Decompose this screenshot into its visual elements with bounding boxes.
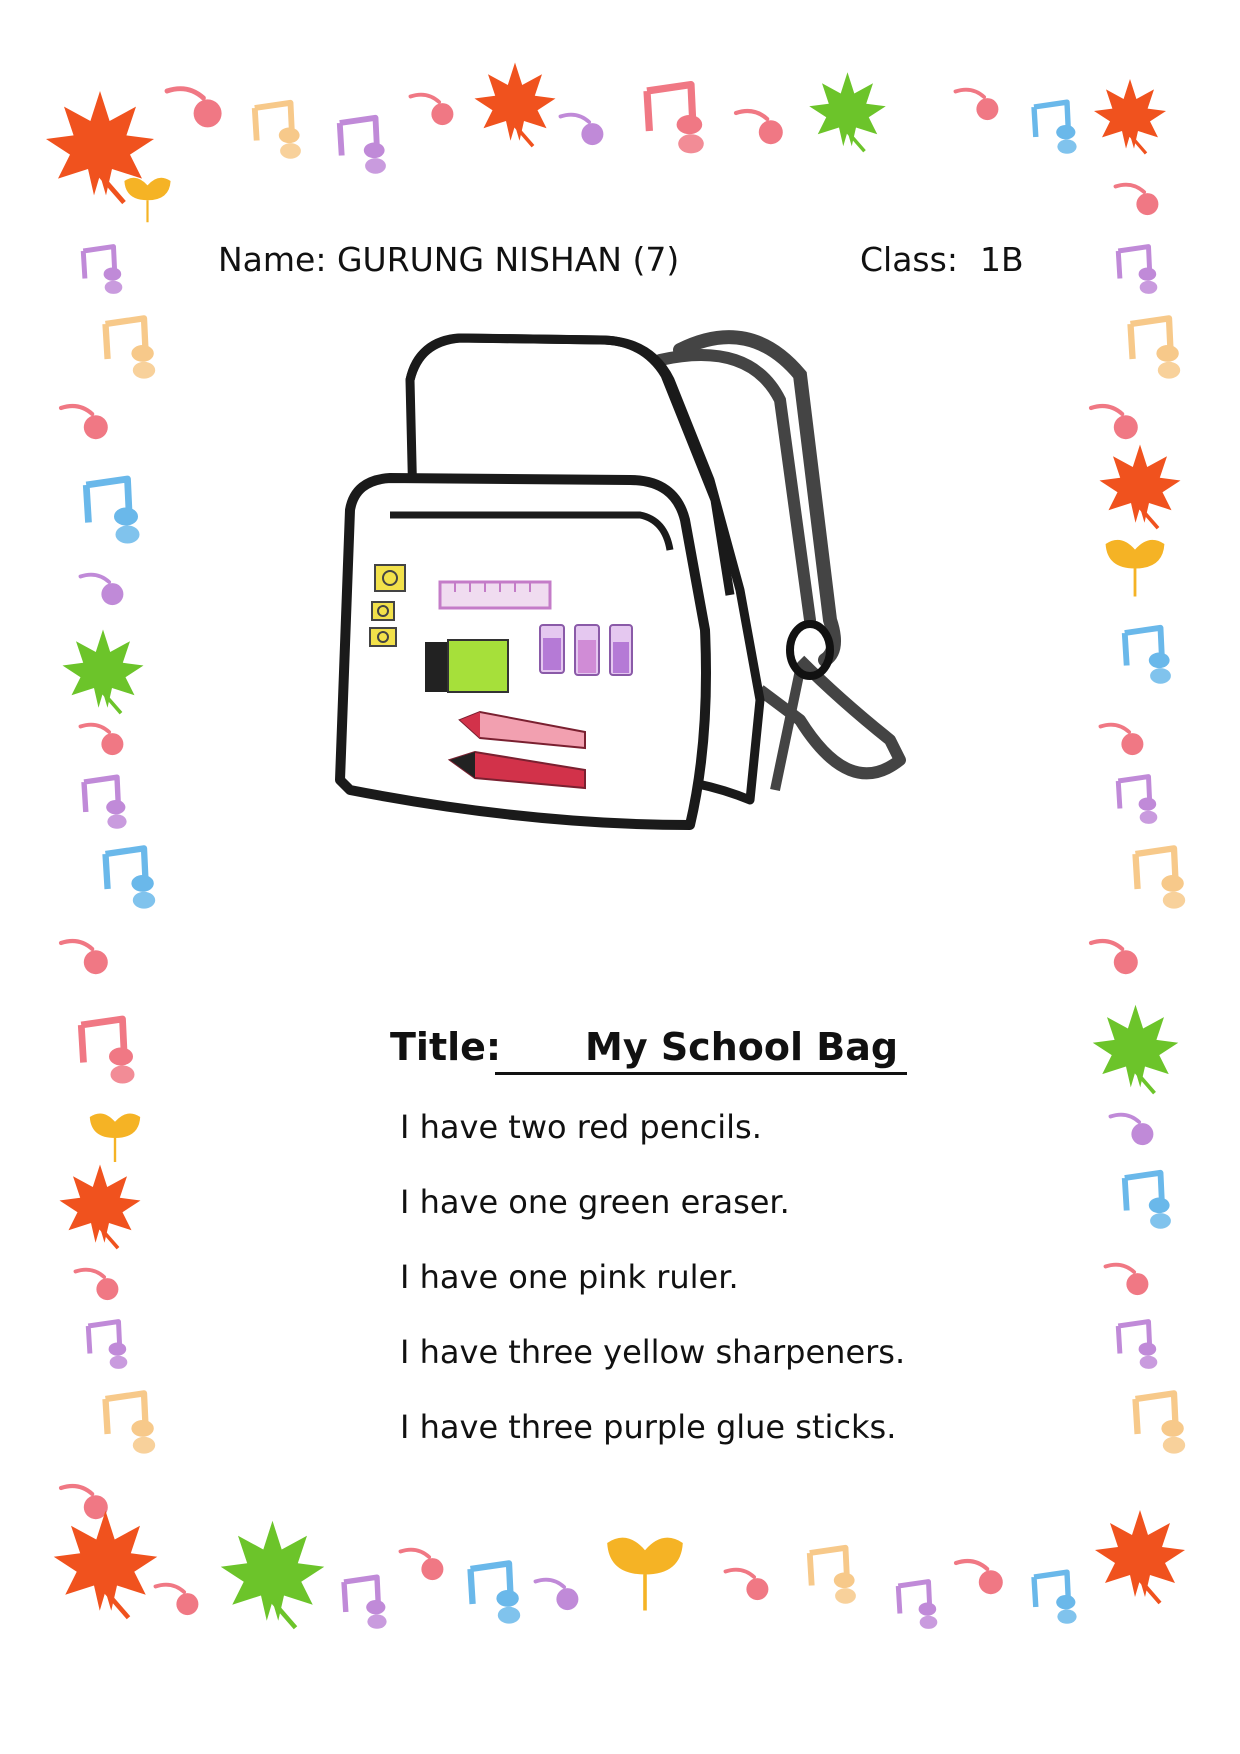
music-note-icon (55, 390, 115, 450)
double-note-icon (800, 1540, 865, 1605)
school-bag-drawing (330, 320, 930, 920)
music-note-icon (530, 1565, 585, 1620)
double-note-icon (95, 840, 165, 910)
ginkgo-leaf-icon (1100, 530, 1170, 600)
double-note-icon (245, 95, 310, 160)
music-note-icon (950, 1545, 1010, 1605)
music-note-icon (55, 925, 115, 985)
double-note-icon (70, 1010, 145, 1085)
sharpener-1 (375, 565, 405, 591)
ruler (440, 582, 550, 608)
maple-leaf-icon (58, 625, 148, 715)
double-note-icon (460, 1555, 530, 1625)
double-note-icon (1110, 770, 1165, 825)
music-note-icon (730, 95, 790, 155)
class-label: Class: (860, 240, 958, 279)
sharpener-2 (372, 602, 394, 620)
music-note-icon (555, 100, 610, 155)
double-note-icon (1115, 1165, 1180, 1230)
double-note-icon (1110, 1315, 1165, 1370)
title-underline (495, 1072, 907, 1075)
music-note-icon (1110, 170, 1165, 225)
double-note-icon (75, 770, 135, 830)
maple-leaf-icon (805, 68, 890, 153)
double-note-icon (1115, 620, 1180, 685)
glue-stick-3 (610, 625, 632, 675)
double-note-icon (1125, 1385, 1195, 1455)
music-note-icon (70, 1255, 125, 1310)
double-note-icon (890, 1575, 945, 1630)
ginkgo-leaf-icon (85, 1105, 145, 1165)
music-note-icon (160, 70, 230, 140)
sentence-5: I have three purple glue sticks. (400, 1408, 897, 1446)
double-note-icon (80, 1315, 135, 1370)
sentence-1: I have two red pencils. (400, 1108, 762, 1146)
double-note-icon (1025, 1565, 1085, 1625)
music-note-icon (1095, 710, 1150, 765)
double-note-icon (635, 75, 715, 155)
maple-leaf-icon (1088, 1000, 1183, 1095)
music-note-icon (1085, 925, 1145, 985)
sentence-3: I have one pink ruler. (400, 1258, 739, 1296)
maple-leaf-icon (470, 58, 560, 148)
double-note-icon (330, 110, 395, 175)
ginkgo-leaf-icon (600, 1525, 690, 1615)
title-value: My School Bag (585, 1025, 899, 1069)
double-note-icon (75, 470, 150, 545)
sentence-2: I have one green eraser. (400, 1183, 790, 1221)
student-name: Name: GURUNG NISHAN (7) (218, 240, 680, 279)
double-note-icon (335, 1570, 395, 1630)
double-note-icon (1125, 840, 1195, 910)
glue-stick-1 (540, 625, 564, 673)
maple-leaf-icon (215, 1515, 330, 1630)
maple-leaf-icon (48, 1505, 163, 1620)
music-note-icon (1105, 1100, 1160, 1155)
music-note-icon (150, 1570, 205, 1625)
music-note-icon (75, 710, 130, 765)
double-note-icon (95, 1385, 165, 1455)
double-note-icon (95, 310, 165, 380)
music-note-icon (405, 80, 460, 135)
maple-leaf-icon (1090, 1505, 1190, 1605)
sentence-4: I have three yellow sharpeners. (400, 1333, 906, 1371)
glue-stick-2 (575, 625, 599, 675)
eraser (425, 640, 508, 692)
music-note-icon (950, 75, 1005, 130)
maple-leaf-icon (1095, 440, 1185, 530)
music-note-icon (1100, 1250, 1155, 1305)
class-value: 1B (980, 240, 1024, 279)
double-note-icon (75, 240, 130, 295)
ginkgo-leaf-icon (120, 170, 175, 225)
double-note-icon (1120, 310, 1190, 380)
maple-leaf-icon (55, 1160, 145, 1250)
maple-leaf-icon (1090, 75, 1170, 155)
music-note-icon (395, 1535, 450, 1590)
music-note-icon (75, 560, 130, 615)
title-label: Title: (390, 1025, 502, 1069)
double-note-icon (1025, 95, 1085, 155)
sharpener-3 (370, 628, 396, 646)
music-note-icon (720, 1555, 775, 1610)
bag-strap-lower-2 (775, 670, 800, 790)
double-note-icon (1110, 240, 1165, 295)
